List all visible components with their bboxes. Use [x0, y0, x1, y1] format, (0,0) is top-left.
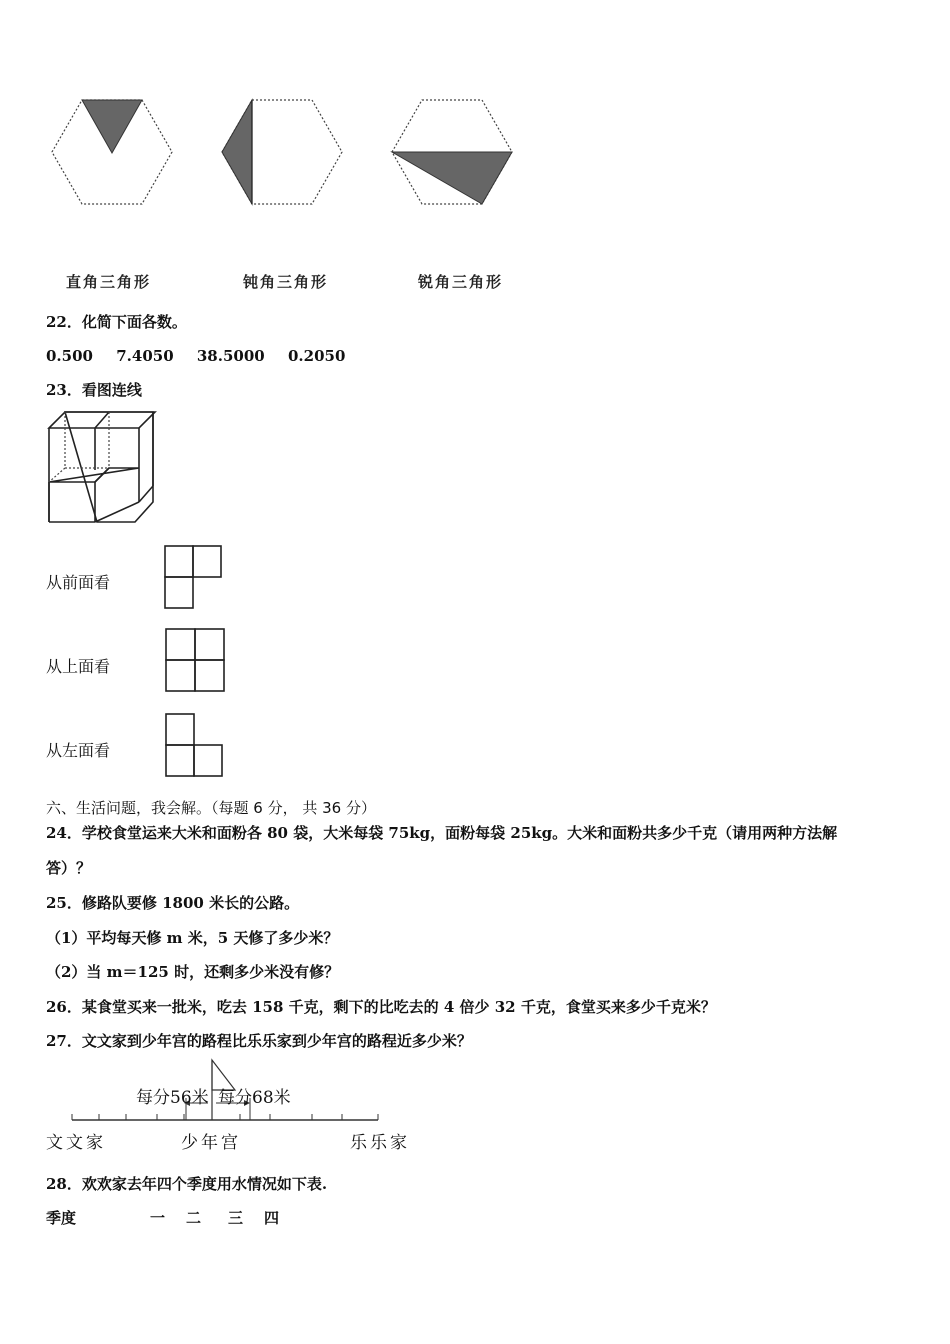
- number-item: 0.2050: [287, 347, 346, 365]
- cube-stack-figure: [45, 410, 160, 530]
- view-shape-left: [164, 713, 226, 779]
- hexagon-figure-right-triangle: [50, 98, 175, 208]
- place-label-wenwen: 文文家: [46, 1133, 106, 1153]
- question-24-line1: 24．学校食堂运来大米和面粉各 80 袋，大米每袋 75kg，面粉每袋 25kg。大米和面粉共多少千克（请用两种方法解: [46, 824, 838, 842]
- question-28-title: 28．欢欢家去年四个季度用水情况如下表.: [46, 1175, 328, 1193]
- place-label-lele: 乐乐家: [350, 1133, 410, 1153]
- hexagon-figure-acute-triangle: [390, 98, 515, 208]
- section-6-title: 六、生活问题，我会解。（每题 6 分， 共 36 分）: [46, 799, 376, 817]
- season-header-label: 季度: [46, 1209, 77, 1227]
- season-cell: 一: [150, 1209, 166, 1227]
- question-25-sub1: （1）平均每天修 m 米，5 天修了多少米？: [46, 929, 339, 947]
- question-22-numbers: [46, 346, 363, 366]
- hexagon-label-right: 直角三角形: [66, 273, 152, 291]
- number-item: 7.4050: [116, 347, 174, 365]
- season-cell: 三: [228, 1209, 244, 1227]
- question-24-line2: 答）？: [46, 859, 92, 877]
- view-label-left: 从左面看: [46, 741, 111, 760]
- question-22-title: 22．化简下面各数。: [46, 313, 187, 331]
- view-shape-top: [164, 628, 228, 694]
- speed-label-right: 每分68米: [218, 1088, 291, 1108]
- question-23-title: 23．看图连线: [46, 381, 142, 399]
- season-cell: 二: [186, 1209, 202, 1227]
- view-shape-front: [164, 545, 226, 611]
- hexagon-label-acute: 锐角三角形: [418, 273, 504, 291]
- view-label-front: 从前面看: [46, 573, 111, 592]
- hexagon-figure-obtuse-triangle: [220, 98, 345, 208]
- speed-label-left: 每分56米: [136, 1088, 209, 1108]
- question-25-sub2: （2）当 m＝125 时，还剩多少米没有修？: [46, 963, 340, 981]
- number-item: 0.500: [46, 347, 93, 365]
- place-label-youth-palace: 少年宫: [181, 1133, 241, 1153]
- season-cell: 四: [264, 1209, 280, 1227]
- hexagon-label-obtuse: 钝角三角形: [243, 273, 329, 291]
- question-27-title: 27．文文家到少年宫的路程比乐乐家到少年宫的路程近多少米？: [46, 1032, 472, 1050]
- question-26-text: 26．某食堂买来一批米，吃去 158 千克，剩下的比吃去的 4 倍少 32 千克，食堂买来多少千克米？: [46, 998, 716, 1016]
- question-25-title: 25．修路队要修 1800 米长的公路。: [46, 894, 300, 912]
- number-item: 38.5000: [196, 347, 265, 365]
- view-label-top: 从上面看: [46, 657, 111, 676]
